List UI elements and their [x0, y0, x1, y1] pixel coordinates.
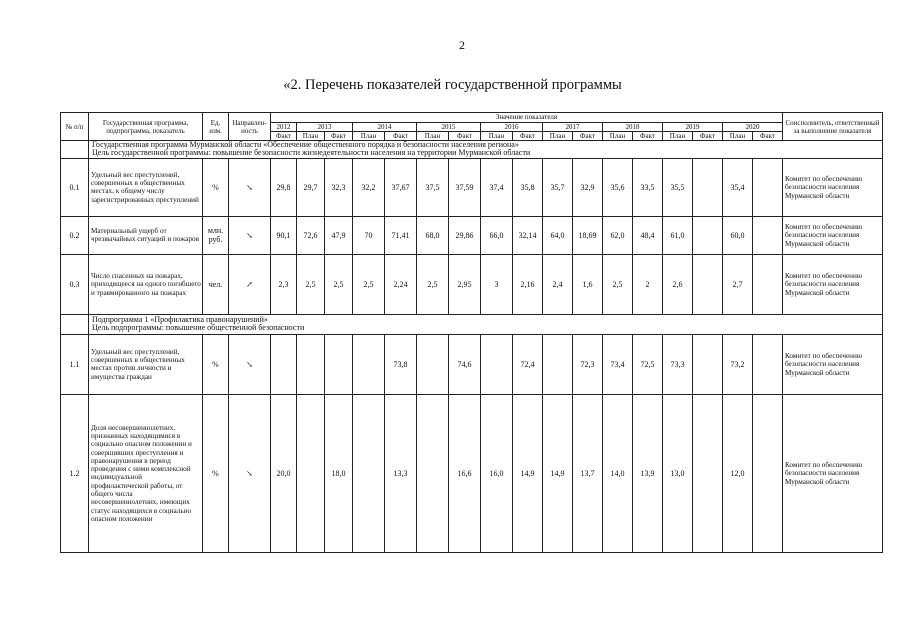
program-goal: Цель государственной программы: повышение безопасности жизнедеятельности населения на территории Мурманской области [92, 148, 531, 158]
table-row: 0.1 Удельный вес преступлений, совершенных в общественных местах, к общему числу зарегистрированных преступлений % ↘ 29,8 29,7 32,3 32,2 37,67 37,5 37,59 37,4 35,8 35,7 32,9 35,6 33,5 35,5 35,4 Комитет по обеспечению безопасности населения Мурманской области [61, 158, 883, 216]
sub-header-plan: План [417, 132, 449, 141]
responsible-cell: Комитет по обеспечению безопасности населения Мурманской области [783, 216, 883, 254]
col-header-unit: Ед. изм. [203, 113, 229, 141]
direction-arrow: ↘ [229, 216, 271, 254]
responsible-cell: Комитет по обеспечению безопасности населения Мурманской области [783, 158, 883, 216]
col-header-direction: Направлен-ность [229, 113, 271, 141]
page-title: «2. Перечень показателей государственной программы [283, 77, 622, 93]
table-row: 0.2 Материальный ущерб от чрезвычайных ситуаций и пожаров млн. руб. ↘ 90,1 72,6 47,9 70 71,41 68,0 29,86 66,0 32,14 64,0 18,69 62,0 48,4 61,0 60,0 Комитет по обеспечению безопасности населения Мурманской области [61, 216, 883, 254]
program-title: Государственная программа Мурманской области «Обеспечение общественного порядка и безопасности населения региона» Цель государственной программы: повышение безопасности жизнедеятельности населения на территории Мурманской области [89, 141, 883, 159]
responsible-cell: Комитет по обеспечению безопасности населения Мурманской области [783, 254, 883, 314]
direction-arrow: ↗ [229, 254, 271, 314]
sub-header-fact: Факт [693, 132, 723, 141]
sub-header-plan: План [297, 132, 325, 141]
year-2017: 2017 [543, 123, 603, 132]
year-2020: 2020 [723, 123, 783, 132]
page-number: 2 [459, 38, 465, 52]
indicator-name: Удельный вес преступлений, совершенных в общественных местах, к общему числу зарегистрированных преступлений [89, 158, 203, 216]
indicator-name: Число спасенных на пожарах, приходящееся на одного погибшего и травмированного на пожарах [89, 254, 203, 314]
table-row: 0.3 Число спасенных на пожарах, приходящееся на одного погибшего и травмированного на пожарах чел. ↗ 2,3 2,5 2,5 2,5 2,24 2,5 2,95 3 2,16 2,4 1,6 2,5 2 2,6 2,7 Комитет по обеспечению безопасности населения Мурманской области [61, 254, 883, 314]
year-2015: 2015 [417, 123, 481, 132]
subprogram-title: Подпрограмма 1 «Профилактика правонарушений» Цель подпрограммы: повышение общественной безопасности [89, 314, 883, 334]
sub-header-plan: План [481, 132, 513, 141]
sub-header-fact: Факт [633, 132, 663, 141]
sub-header-fact: Факт [325, 132, 353, 141]
responsible-cell: Комитет по обеспечению безопасности населения Мурманской области [783, 334, 883, 394]
year-2013: 2013 [297, 123, 353, 132]
sub-header-plan: План [603, 132, 633, 141]
direction-arrow: ↘ [229, 334, 271, 394]
sub-header-plan: План [353, 132, 385, 141]
indicator-name: Материальный ущерб от чрезвычайных ситуаций и пожаров [89, 216, 203, 254]
sub-header-fact: Факт [573, 132, 603, 141]
table-row: 1.2 Доля несовершеннолетних, признанных находящимися в социально опасном положении и совершивших преступления и правонарушения в период проведения с ними комплексной индивидуальной профилактической работы, от общего числа несовершеннолетних, имеющих статус находящихся в социально опасном положении % ↘ 20,0 18,0 13,3 16,6 16,0 14,9 14,9 13,7 14,0 13,9 13,0 12,0 Комитет по обеспечению безопасности населения Мурманской области [61, 394, 883, 552]
sub-header-fact: Факт [385, 132, 417, 141]
sub-header-fact: Факт [271, 132, 297, 141]
sub-header-fact: Факт [449, 132, 481, 141]
subprogram-goal: Цель подпрограммы: повышение общественной безопасности [92, 323, 305, 333]
year-2012: 2012 [271, 123, 297, 132]
col-header-responsible: Соисполнитель, ответственный за выполнение показателя [783, 113, 883, 141]
col-header-values: Значение показателя [271, 113, 783, 123]
responsible-cell: Комитет по обеспечению безопасности населения Мурманской области [783, 394, 883, 552]
sub-header-plan: План [663, 132, 693, 141]
year-2018: 2018 [603, 123, 663, 132]
sub-header-fact: Факт [753, 132, 783, 141]
indicator-name: Удельный вес преступлений, совершенных в общественных местах против личности и имущества граждан [89, 334, 203, 394]
col-header-num: № п/п [61, 113, 89, 141]
sub-header-plan: План [543, 132, 573, 141]
direction-arrow: ↘ [229, 394, 271, 552]
year-2019: 2019 [663, 123, 723, 132]
year-2014: 2014 [353, 123, 417, 132]
indicators-table [60, 112, 883, 553]
sub-header-plan: План [723, 132, 753, 141]
table-row: 1.1 Удельный вес преступлений, совершенных в общественных местах против личности и имущества граждан % ↘ 73,8 74,6 72,4 72,3 73,4 72,5 73,3 73,2 Комитет по обеспечению безопасности населения Мурманской области [61, 334, 883, 394]
sub-header-fact: Факт [513, 132, 543, 141]
year-2016: 2016 [481, 123, 543, 132]
direction-arrow: ↘ [229, 158, 271, 216]
col-header-program: Государственная программа, подпрограмма, показатель [89, 113, 203, 141]
indicator-name: Доля несовершеннолетних, признанных находящимися в социально опасном положении и совершивших преступления и правонарушения в период проведения с ними комплексной индивидуальной профилактической работы, от общего числа несовершеннолетних, имеющих статус находящихся в социально опасном положении [89, 394, 203, 552]
